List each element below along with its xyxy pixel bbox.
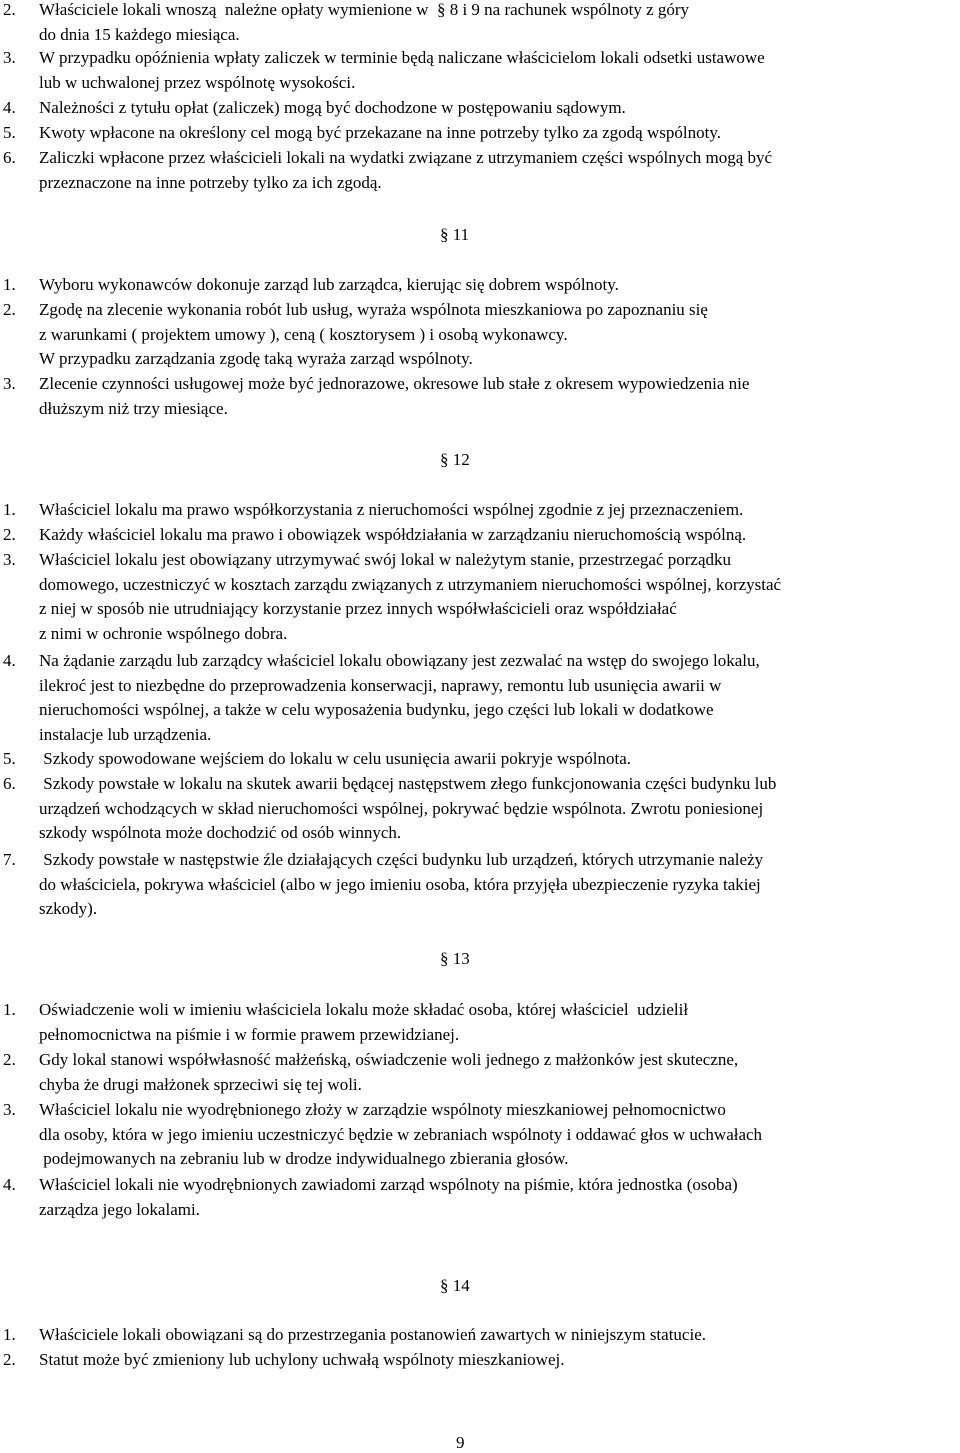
item-text-line: Szkody powstałe w następstwie źle działających części budynku lub urządzeń, których utrzymanie należy [39, 850, 764, 869]
item-text-line: podejmowanych na zebraniu lub w drodze indywidualnego zbierania głosów. [39, 1149, 569, 1168]
item-text-line: z niej w sposób nie utrudniający korzystanie przez innych współwłaścicieli oraz współdziałać [39, 599, 677, 618]
item-number: 2. [3, 525, 16, 544]
item-number: 2. [3, 1350, 16, 1369]
item-text-line: Każdy właściciel lokalu ma prawo i obowiązek współdziałania w zarządzaniu nieruchomością wspólną. [39, 525, 747, 544]
item-text-line: Oświadczenie woli w imieniu właściciela lokalu może składać osoba, której właściciel udzielił [39, 1000, 689, 1019]
item-text-line: Właściciel lokalu nie wyodrębnionego złoży w zarządzie wspólnoty mieszkaniowej pełnomocnictwo [39, 1100, 726, 1119]
item-text-line: do dnia 15 każdego miesiąca. [39, 24, 240, 44]
item-text-line: Gdy lokal stanowi współwłasność małżeńską, oświadczenie woli jednego z małżonków jest skuteczne, [39, 1050, 739, 1069]
item-text-line: Na żądanie zarządu lub zarządcy właściciel lokalu obowiązany jest zezwalać na wstęp do swojego lokalu, [39, 651, 760, 670]
item-text-line: instalacje lub urządzenia. [39, 724, 212, 744]
item-number: 4. [3, 98, 16, 117]
item-text-line: W przypadku zarządzania zgodę taką wyraża zarząd wspólnoty. [39, 349, 473, 368]
item-text-line: szkody wspólnota może dochodzić od osób winnych. [39, 823, 402, 842]
item-text-line: Wyboru wykonawców dokonuje zarząd lub zarządca, kierując się dobrem wspólnoty. [39, 275, 619, 294]
item-text-line: Szkody spowodowane wejściem do lokalu w celu usunięcia awarii pokryje wspólnota. [39, 749, 632, 768]
item-text-line: dłuższym niż trzy miesiące. [39, 398, 228, 418]
item-text-line: urządzeń wchodzących w skład nieruchomości wspólnej, pokrywać będzie wspólnota. Zwrotu poniesionej [39, 798, 764, 818]
item-text-line: lub w uchwalonej przez wspólnotę wysokości. [39, 72, 356, 92]
item-text-line: nieruchomości wspólnej, a także w celu wyposażenia budynku, jego części lub lokali w dodatkowe [39, 700, 714, 719]
item-number: 3. [3, 1100, 16, 1119]
section-heading: § 13 [440, 949, 470, 968]
item-text-line: Właściciel lokali nie wyodrębnionych zawiadomi zarząd wspólnoty na piśmie, która jednostka (osoba) [39, 1175, 738, 1194]
item-text-line: chyba że drugi małżonek sprzeciwi się tej woli. [39, 1074, 362, 1094]
item-text-line: Właściciele lokali obowiązani są do przestrzegania postanowień zawartych w niniejszym statucie. [39, 1325, 706, 1344]
item-text-line: Statut może być zmieniony lub uchylony uchwałą wspólnoty mieszkaniowej. [39, 1350, 565, 1369]
item-number: 4. [3, 651, 16, 670]
item-number: 1. [3, 275, 16, 294]
item-text-line: z nimi w ochronie wspólnego dobra. [39, 623, 288, 643]
item-number: 1. [3, 1000, 16, 1019]
item-number: 4. [3, 1175, 16, 1194]
item-text-line: z warunkami ( projektem umowy ), ceną ( kosztorysem ) i osobą wykonawcy. [39, 324, 568, 344]
section-heading: § 11 [440, 225, 470, 244]
item-text-line: Zgodę na zlecenie wykonania robót lub usług, wyraża wspólnota mieszkaniowa po zapoznaniu się [39, 300, 708, 319]
item-number: 6. [3, 774, 16, 793]
section-heading: § 14 [440, 1276, 470, 1295]
item-text-line: pełnomocnictwa na piśmie i w formie prawem przewidzianej. [39, 1024, 460, 1044]
item-text-line: Właściciel lokalu ma prawo współkorzystania z nieruchomości wspólnej zgodnie z jej przeznaczeniem. [39, 500, 744, 519]
item-number: 2. [3, 300, 16, 319]
item-number: 2. [3, 0, 16, 19]
item-text-line: ilekroć jest to niezbędne do przeprowadzenia konserwacji, naprawy, remontu lub usunięcia awarii w [39, 675, 722, 695]
item-text-line: dla osoby, która w jego imieniu uczestniczyć będzie w zebraniach wspólnoty i oddawać głos w uchwałach [39, 1124, 763, 1144]
item-number: 5. [3, 749, 16, 768]
item-text-line: W przypadku opóźnienia wpłaty zaliczek w terminie będą naliczane właścicielom lokali odsetki ustawowe [39, 48, 765, 67]
item-number: 7. [3, 850, 16, 869]
item-text-line: Szkody powstałe w lokalu na skutek awarii będącej następstwem złego funkcjonowania części budynku lub [39, 774, 777, 793]
item-text-line: domowego, uczestniczyć w kosztach zarządu związanych z utrzymaniem nieruchomości wspólnej, korzystać [39, 574, 782, 594]
item-number: 3. [3, 48, 16, 67]
item-number: 3. [3, 550, 16, 569]
item-text-line: Kwoty wpłacone na określony cel mogą być przekazane na inne potrzeby tylko za zgodą wspólnoty. [39, 123, 721, 142]
item-number: 3. [3, 374, 16, 393]
item-text-line: do właściciela, pokrywa właściciel (albo w jego imieniu osoba, która przyjęła ubezpieczenie ryzyka takiej [39, 874, 761, 894]
item-text-line: Zlecenie czynności usługowej może być jednorazowe, okresowe lub stałe z okresem wypowiedzenia nie [39, 374, 750, 393]
item-text-line: zarządza jego lokalami. [39, 1199, 200, 1219]
section-heading: § 12 [440, 450, 470, 469]
item-number: 6. [3, 148, 16, 167]
item-text-line: Właściciel lokalu jest obowiązany utrzymywać swój lokal w należytym stanie, przestrzegać porządku [39, 550, 732, 569]
item-text-line: szkody). [39, 899, 98, 918]
item-text-line: Należności z tytułu opłat (zaliczek) mogą być dochodzone w postępowaniu sądowym. [39, 98, 626, 117]
item-number: 5. [3, 123, 16, 142]
item-text-line: przeznaczone na inne potrzeby tylko za ich zgodą. [39, 172, 382, 192]
item-number: 1. [3, 1325, 16, 1344]
item-text-line: Właściciele lokali wnoszą należne opłaty wymienione w § 8 i 9 na rachunek wspólnoty z góry [39, 0, 690, 19]
item-text-line: Zaliczki wpłacone przez właścicieli lokali na wydatki związane z utrzymaniem części wspólnych mogą być [39, 148, 773, 167]
item-number: 2. [3, 1050, 16, 1069]
item-number: 1. [3, 500, 16, 519]
page-number: 9 [456, 1433, 465, 1452]
